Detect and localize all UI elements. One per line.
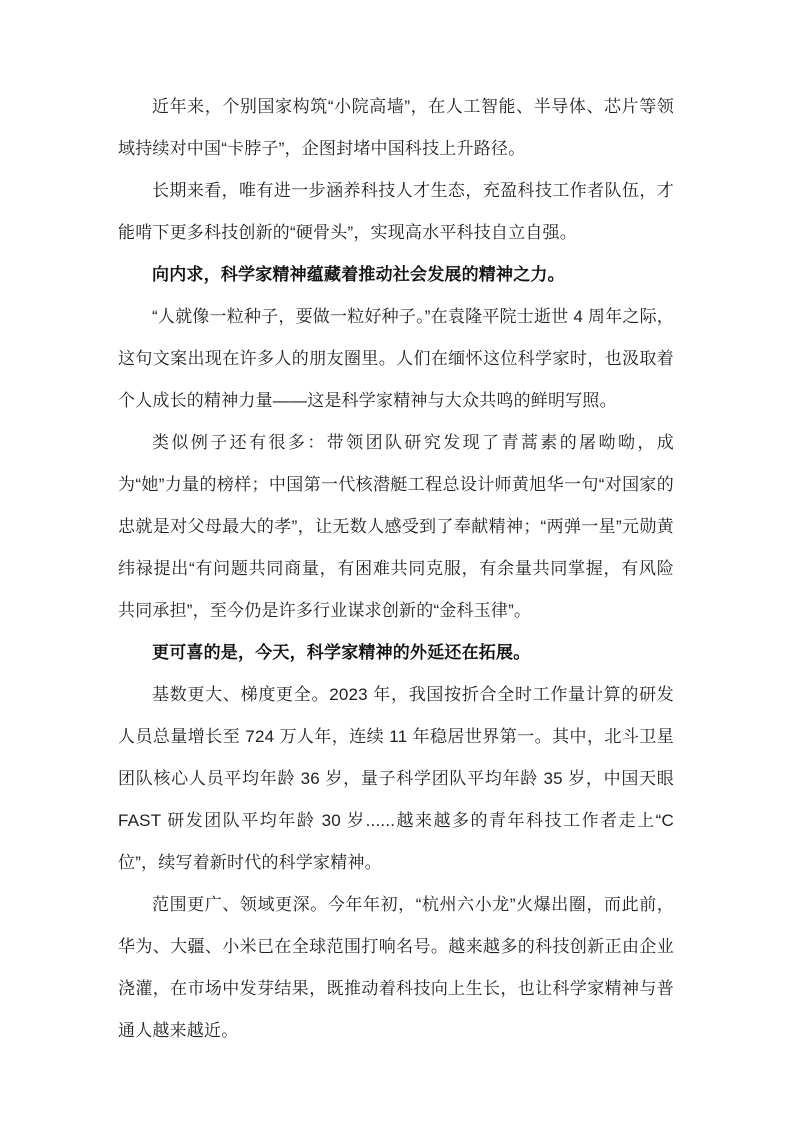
paragraph-enterprise-innovation: 范围更广、领域更深。今年年初，“杭州六小龙”火爆出圈，而此前，华为、大疆、小米已在全球范围打响名号。越来越多的科技创新正由企业浇灌，在市场中发芽结果，既推动着科技向上生长，也让科学家精神与普通人越来越近。 (118, 895, 674, 1040)
paragraph-talent-ecosystem: 长期来看，唯有进一步涵养科技人才生态，充盈科技工作者队伍，才能啃下更多科技创新的“硬骨头”，实现高水平科技自立自强。 (118, 181, 674, 242)
paragraph-blockade-context: 近年来，个别国家构筑“小院高墙”，在人工智能、半导体、芯片等领域持续对中国“卡脖子”，企图封堵中国科技上升路径。 (118, 97, 674, 158)
section-heading-inner-spirit: 向内求，科学家精神蕴藏着推动社会发展的精神之力。 (152, 265, 565, 284)
paragraph-rd-personnel-statistics: 基数更大、梯度更全。2023 年，我国按折合全时工作量计算的研发人员总量增长至 724 万人年，连续 11 年稳居世界第一。其中，北斗卫星团队核心人员平均年龄 36 岁，量子科学团队平均年龄 35 岁，中国天眼 FAST 研发团队平均年龄 30 岁......越来越多的青年科技工作者走上“C 位”，续写着新时代的科学家精神。 (118, 685, 674, 872)
document-text-body (118, 86, 674, 1052)
section-heading-expanding-spirit: 更可喜的是，今天，科学家精神的外延还在拓展。 (152, 643, 531, 662)
paragraph-yuan-longping-quote: “人就像一粒种子，要做一粒好种子。”在袁隆平院士逝世 4 周年之际，这句文案出现在许多人的朋友圈里。人们在缅怀这位科学家时，也汲取着个人成长的精神力量——这是科学家精神与大众共鸣的鲜明写照。 (118, 307, 674, 410)
paragraph-scientist-examples: 类似例子还有很多：带领团队研究发现了青蒿素的屠呦呦，成为“她”力量的榜样；中国第一代核潜艇工程总设计师黄旭华一句“对国家的忠就是对父母最大的孝”，让无数人感受到了奉献精神；“两弹一星”元勋黄纬禄提出“有问题共同商量，有困难共同克服，有余量共同掌握，有风险共同承担”，至今仍是许多行业谋求创新的“金科玉律”。 (118, 433, 674, 620)
